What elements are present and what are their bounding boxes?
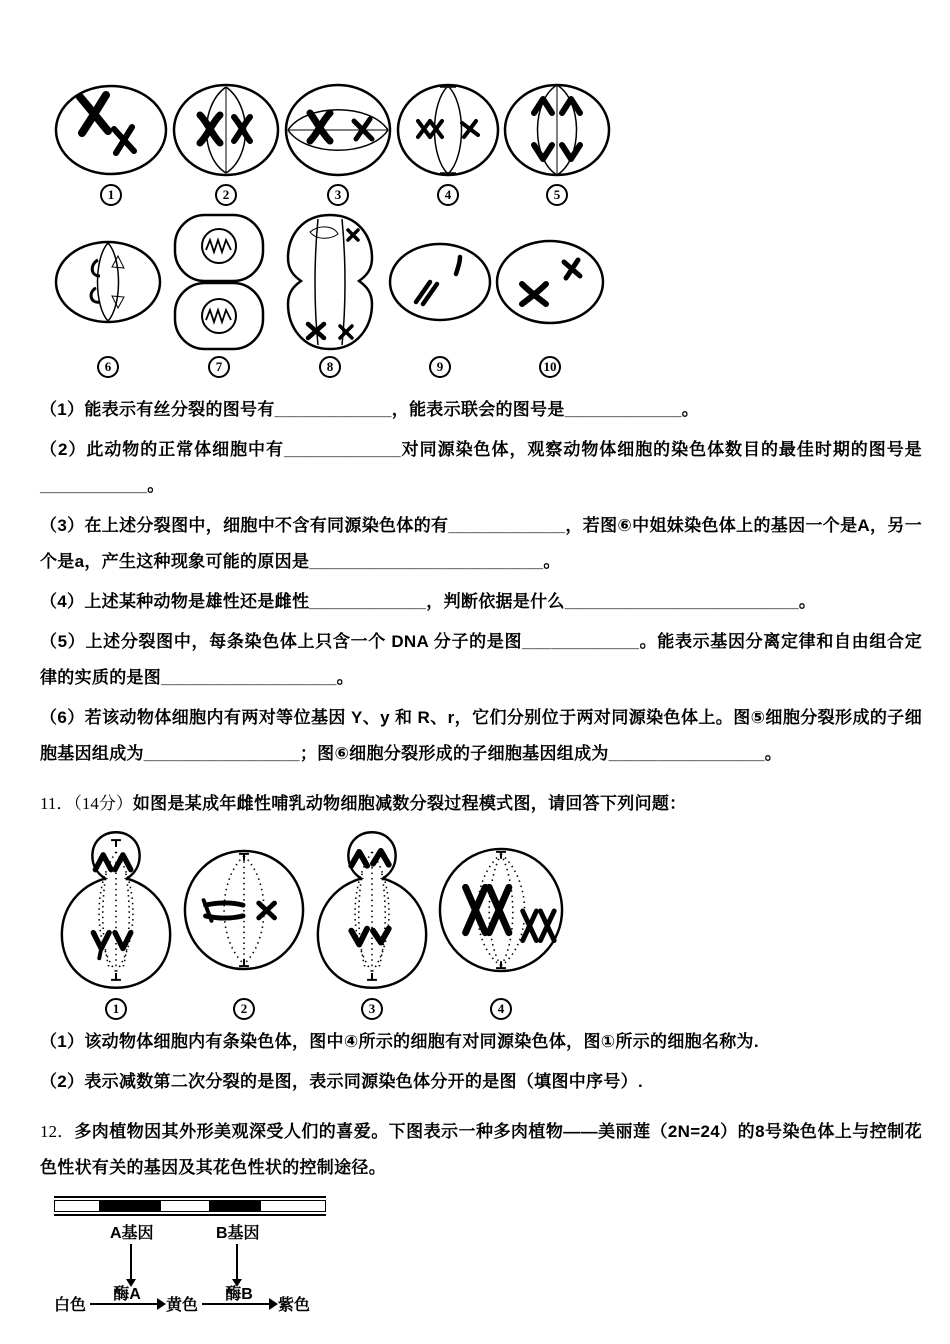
cell-diagram-9-two-chromosomes <box>386 236 494 328</box>
cell-diagram-2-metaphase1 <box>170 81 282 179</box>
q12-stem-text: 多肉植物因其外形美观深受人们的喜爱。下图表示一种多肉植物——美丽莲（2N=24）的8号染色体上与控制花色性状有关的基因及其花色性状的控制途径。 <box>40 1122 922 1177</box>
flower-color-pathway <box>54 1285 311 1315</box>
cell-figure-3 <box>282 80 394 206</box>
q11-part-2: （2）表示减数第二次分裂的是图，表示同源染色体分开的是图（填图中序号）. <box>40 1072 643 1091</box>
cell-figure-9 <box>386 212 494 378</box>
cell-diagram-7-daughter-cells <box>164 212 274 352</box>
pathway-white: 白色 <box>54 1297 87 1314</box>
q11-cell-label-1: 1 <box>105 998 127 1020</box>
q11-cell-2 <box>180 826 308 1020</box>
cell-diagram-4-metaphase <box>394 81 502 179</box>
q11-cell-label-2: 2 <box>233 998 255 1020</box>
chromosome-band-strip <box>54 1200 326 1212</box>
q10-part-2: （2）此动物的正常体细胞中有____________对同源染色体，观察动物体细胞的染色体数目的最佳时期的图号是___________。 <box>40 440 922 495</box>
q11-cell-3 <box>308 826 436 1020</box>
band-white-1 <box>55 1201 99 1211</box>
q10-part-5: （5）上述分裂图中，每条染色体上只含一个 DNA 分子的是图____________。能表示基因分离定律和自由组合定律的实质的是图__________________。 <box>40 632 922 687</box>
cell-figure-6 <box>52 212 164 378</box>
gene-a-label: A基因 <box>110 1225 154 1242</box>
q10-part-3: （3）在上述分裂图中，细胞中不含有同源染色体的有____________，若图⑥中姐妹染色体上的基因一个是A，另一个是a，产生这种现象可能的原因是________________________。 <box>40 516 922 571</box>
cell-label-10: 10 <box>539 356 561 378</box>
q10-part-4: （4）上述某种动物是雄性还是雌性____________，判断依据是什么________________________。 <box>40 592 817 611</box>
cell-label-6: 6 <box>97 356 119 378</box>
q10-figure-row2 <box>52 212 922 378</box>
q11-figure <box>52 826 922 1020</box>
q11-cell-diagram-3 <box>308 826 436 994</box>
enzyme-a-label: 酶A <box>113 1285 141 1303</box>
q11-stem <box>40 786 922 822</box>
q11-part-1: （1）该动物体细胞内有条染色体，图中④所示的细胞有对同源染色体，图①所示的细胞名称为. <box>40 1032 759 1051</box>
cell-figure-5 <box>502 80 612 206</box>
q11-number: 11． <box>40 794 74 813</box>
chromosome-top-line <box>54 1196 326 1198</box>
chromosome-bottom-line <box>54 1214 326 1216</box>
q12-number: 12． <box>40 1122 75 1141</box>
q11-cell-diagram-1 <box>52 826 180 994</box>
gene-b-label: B基因 <box>216 1225 260 1242</box>
enzyme-b-label: 酶B <box>225 1285 253 1303</box>
cell-diagram-8-telophase <box>274 212 386 352</box>
q10-figure-row1 <box>52 80 922 206</box>
cell-label-1: 1 <box>100 184 122 206</box>
cell-figure-4 <box>394 80 502 206</box>
q10-part-1: （1）能表示有丝分裂的图号有____________，能表示联会的图号是____________。 <box>40 400 700 419</box>
cell-figure-1 <box>52 80 170 206</box>
cell-diagram-5-anaphase <box>502 81 612 179</box>
cell-figure-7 <box>164 212 274 378</box>
q10-part-6: （6）若该动物体细胞内有两对等位基因 Y、y 和 R、r，它们分别位于两对同源染色体上。图⑤细胞分裂形成的子细胞基因组成为________________；图⑥细胞分裂形成的子细胞基因组成为________________。 <box>40 708 922 763</box>
cell-figure-8 <box>274 212 386 378</box>
cell-label-9: 9 <box>429 356 451 378</box>
q11-cell-label-4: 4 <box>490 998 512 1020</box>
gene-a-down-arrow-icon <box>130 1244 132 1284</box>
gene-b-down-arrow-icon <box>236 1244 238 1284</box>
q12-gene-diagram <box>54 1196 394 1321</box>
cell-label-4: 4 <box>437 184 459 206</box>
q12-stem <box>40 1114 922 1186</box>
pathway-yellow: 黄色 <box>166 1297 199 1314</box>
q10-questions <box>40 392 922 772</box>
cell-label-7: 7 <box>208 356 230 378</box>
q11-cell-diagram-2 <box>180 826 308 994</box>
band-gene-b <box>209 1201 261 1211</box>
q12-block <box>40 1114 922 1321</box>
q11-cell-label-3: 3 <box>361 998 383 1020</box>
q11-score: （14分） <box>73 794 133 813</box>
cell-diagram-10-two-chromosomes <box>494 234 606 330</box>
chromosome-bar <box>54 1196 326 1216</box>
cell-label-2: 2 <box>215 184 237 206</box>
band-white-2 <box>161 1201 209 1211</box>
enzyme-b-arrow-icon <box>202 1285 276 1305</box>
band-gene-a <box>99 1201 161 1211</box>
enzyme-a-arrow-icon <box>90 1285 164 1305</box>
q11-cell-1 <box>52 826 180 1020</box>
cell-diagram-3-anaphase1 <box>282 81 394 179</box>
q11-cell-diagram-4 <box>436 826 566 994</box>
cell-diagram-6-anaphase2 <box>52 234 164 330</box>
q11-block <box>40 786 922 1100</box>
q11-cell-4 <box>436 826 566 1020</box>
pathway-purple: 紫色 <box>278 1297 311 1314</box>
cell-figure-10 <box>494 212 606 378</box>
cell-label-5: 5 <box>546 184 568 206</box>
cell-label-3: 3 <box>327 184 349 206</box>
band-white-3 <box>261 1201 325 1211</box>
cell-label-8: 8 <box>319 356 341 378</box>
cell-figure-2 <box>170 80 282 206</box>
cell-diagram-1-prophase <box>52 81 170 179</box>
q11-stem-text: 如图是某成年雌性哺乳动物细胞减数分裂过程模式图，请回答下列问题： <box>132 794 687 813</box>
